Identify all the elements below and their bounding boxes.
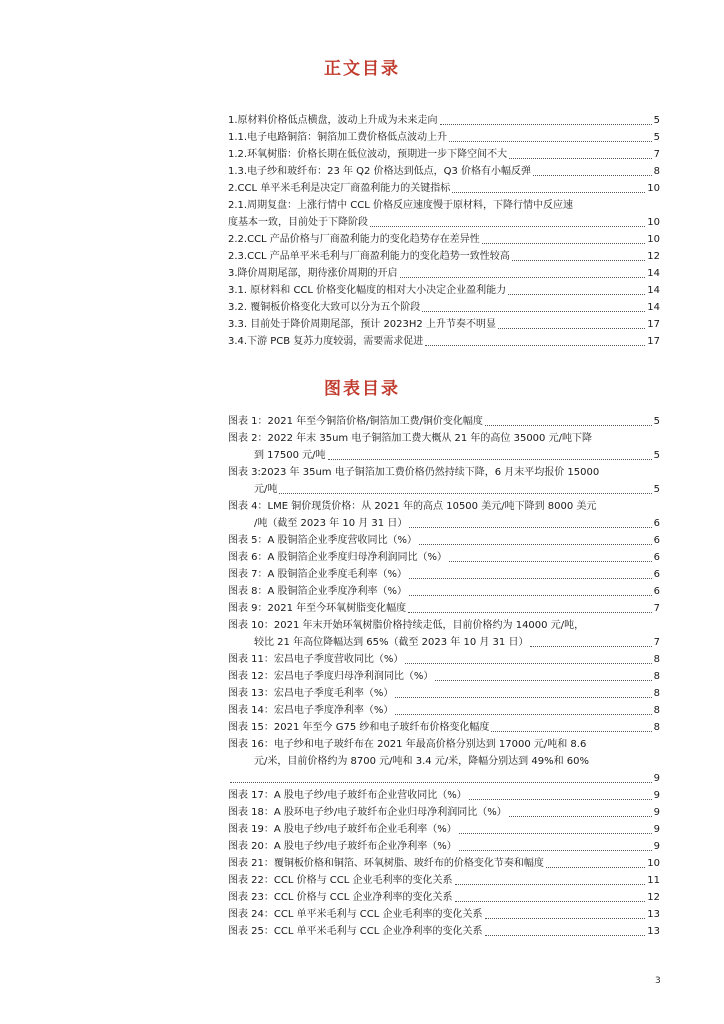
figure-entry-text: 图表 6：A 股铜箔企业季度归母净利润同比（%） (228, 552, 448, 563)
figure-entry[interactable] (228, 821, 660, 838)
figure-entry-text: /吨（截至 2023 年 10 月 31 日） (254, 518, 408, 529)
figure-entry-text: 图表 24：CCL 单平米毛利与 CCL 企业毛利率的变化关系 (228, 909, 483, 920)
toc-entry-page: 10 (647, 183, 660, 194)
toc-entry[interactable] (228, 231, 660, 248)
figure-entry[interactable] (228, 753, 660, 770)
toc-entry[interactable] (228, 146, 660, 163)
dot-leader (409, 566, 652, 579)
figure-entry-text: 图表 7：A 股铜箔企业季度毛利率（%） (228, 569, 408, 580)
dot-leader (508, 282, 645, 295)
figure-entry-text: 图表 2：2022 年末 35um 电子铜箔加工费大概从 21 年的高位 35000 元/吨下降 (228, 433, 592, 444)
figure-entry[interactable] (228, 787, 660, 804)
figure-entry[interactable] (228, 430, 660, 447)
figure-entry-page: 9 (653, 790, 660, 801)
figure-entry-page: 6 (653, 535, 660, 546)
dot-leader (498, 316, 645, 329)
toc-entry-page: 17 (647, 319, 660, 330)
figure-entry-page: 7 (653, 603, 660, 614)
figure-entry-text: 图表 20：A 股电子纱/电子玻纤布企业净利率（%） (228, 841, 457, 852)
toc-entry-page: 12 (647, 251, 660, 262)
figure-entry-text: 图表 14：宏昌电子季度净利率（%） (228, 705, 394, 716)
figure-entry[interactable] (228, 923, 660, 940)
toc-entry[interactable] (228, 282, 660, 299)
figure-entry-page: 13 (647, 909, 660, 920)
toc-entry-page: 10 (647, 217, 660, 228)
dot-leader (533, 163, 652, 176)
toc-entry[interactable] (228, 299, 660, 316)
toc-entry-text: 1.1.电子电路铜箔：铜箔加工费价格低点波动上升 (228, 132, 448, 143)
figure-entry[interactable] (228, 668, 660, 685)
dot-leader (409, 515, 651, 528)
toc-entry-page: 5 (653, 115, 660, 126)
figure-entry-text: 图表 1：2021 年至今铜箔价格/铜箔加工费/铜价变化幅度 (228, 416, 483, 427)
figure-toc-list (228, 413, 660, 940)
toc-entry-page: 17 (647, 336, 660, 347)
dot-leader (485, 413, 652, 426)
dot-leader (395, 685, 651, 698)
toc-entry[interactable] (228, 248, 660, 265)
toc-entry[interactable] (228, 333, 660, 350)
dot-leader (546, 855, 645, 868)
dot-leader (452, 180, 645, 193)
dot-leader (509, 804, 652, 817)
figure-entry-page: 12 (647, 892, 660, 903)
dot-leader (485, 906, 646, 919)
figure-entry[interactable] (228, 685, 660, 702)
toc-entry-text: 3.3. 目前处于降价周期尾部，预计 2023H2 上升节奏不明显 (228, 319, 496, 330)
figure-entry[interactable] (228, 736, 660, 753)
dot-leader (230, 770, 652, 783)
figure-entry-page: 8 (653, 688, 660, 699)
figure-entry-text: 图表 23：CCL 价格与 CCL 企业净利率的变化关系 (228, 892, 453, 903)
figure-entry-page: 9 (653, 773, 660, 784)
toc-entry-text: 1.3.电子纱和玻纤布：23 年 Q2 价格达到低点，Q3 价格有小幅反弹 (228, 166, 531, 177)
toc-entry-page: 10 (647, 234, 660, 245)
figure-entry-text: 图表 12：宏昌电子季度归母净利润同比（%） (228, 671, 434, 682)
dot-leader (469, 787, 652, 800)
figure-toc-heading: 图表目录 (324, 379, 400, 399)
dot-leader (459, 838, 652, 851)
figure-entry[interactable] (228, 532, 660, 549)
dot-leader (409, 583, 652, 596)
toc-entry-text: 3.1. 原材料和 CCL 价格变化幅度的相对大小决定企业盈利能力 (228, 285, 507, 296)
dot-leader (530, 634, 651, 647)
figure-entry-text: 到 17500 元/吨 (254, 450, 326, 461)
figure-entry[interactable] (228, 549, 660, 566)
toc-entry[interactable] (228, 163, 660, 180)
toc-entry[interactable] (228, 316, 660, 333)
figure-entry-page: 5 (653, 450, 660, 461)
toc-entry-text: 2.2.CCL 产品价格与厂商盈利能力的变化趋势存在差异性 (228, 234, 480, 245)
figure-entry[interactable] (228, 481, 660, 498)
figure-entry-page: 7 (653, 637, 660, 648)
figure-entry[interactable] (228, 464, 660, 481)
toc-entry-page: 14 (647, 302, 660, 313)
toc-entry-text: 1.原材料价格低点横盘，波动上升成为未来走向 (228, 115, 438, 126)
figure-entry[interactable] (228, 515, 660, 532)
figure-entry-page: 8 (653, 654, 660, 665)
figure-entry[interactable] (228, 702, 660, 719)
dot-leader (491, 719, 651, 732)
toc-entry-page: 14 (647, 285, 660, 296)
toc-entry[interactable] (228, 112, 660, 129)
dot-leader (512, 248, 645, 261)
toc-entry[interactable] (228, 180, 660, 197)
figure-entry[interactable] (228, 413, 660, 430)
toc-entry-text: 3.2. 覆铜板价格变化大致可以分为五个阶段 (228, 302, 421, 313)
figure-entry-text: 图表 21：覆铜板价格和铜箔、环氧树脂、玻纤布的价格变化节奏和幅度 (228, 858, 544, 869)
figure-entry-page: 10 (647, 858, 660, 869)
toc-entry-text: 2.1.周期复盘：上涨行情中 CCL 价格反应速度慢于原材料，下降行情中反应速 (228, 200, 573, 211)
figure-entry-page: 5 (653, 416, 660, 427)
figure-entry-text: 图表 15：2021 年至今 G75 纱和电子玻纤布价格变化幅度 (228, 722, 490, 733)
dot-leader (405, 651, 651, 664)
toc-entry-page: 14 (647, 268, 660, 279)
figure-entry-page: 13 (647, 926, 660, 937)
dot-leader (509, 146, 652, 159)
dot-leader (425, 333, 645, 346)
figure-entry-text: 图表 4：LME 铜价现货价格：从 2021 年的高点 10500 美元/吨下降到 8000 美元 (228, 501, 597, 512)
figure-entry-page: 6 (653, 586, 660, 597)
toc-entry-text: 1.2.环氧树脂：价格长期在低位波动，预期进一步下降空间不大 (228, 149, 508, 160)
toc-entry-text: 2.3.CCL 产品单平米毛利与厂商盈利能力的变化趋势一致性较高 (228, 251, 510, 262)
toc-entry[interactable] (228, 214, 660, 231)
dot-leader (455, 872, 646, 885)
figure-entry[interactable] (228, 617, 660, 634)
figure-entry[interactable] (228, 634, 660, 651)
dot-leader (482, 231, 645, 244)
figure-entry-page: 9 (653, 824, 660, 835)
figure-entry-text: 图表 8：A 股铜箔企业季度净利率（%） (228, 586, 408, 597)
figure-entry-text: 图表 16：电子纱和电子玻纤布在 2021 年最高价格分别达到 17000 元/吨和 8.6 (228, 739, 587, 750)
figure-entry-text: 图表 5：A 股铜箔企业季度营收同比（%） (228, 535, 418, 546)
dot-leader (449, 549, 652, 562)
figure-entry-page: 6 (653, 552, 660, 563)
dot-leader (459, 821, 652, 834)
figure-entry-page: 9 (653, 841, 660, 852)
toc-entry-text: 2.CCL 单平米毛利是决定厂商盈利能力的关键指标 (228, 183, 451, 194)
toc-entry-page: 7 (653, 149, 660, 160)
figure-entry[interactable] (228, 498, 660, 515)
toc-entry[interactable] (228, 129, 660, 146)
dot-leader (440, 112, 652, 125)
figure-entry[interactable] (228, 566, 660, 583)
dot-leader (408, 600, 651, 613)
text-toc-heading: 正文目录 (324, 59, 400, 79)
figure-entry-text: 图表 13：宏昌电子季度毛利率（%） (228, 688, 394, 699)
text-toc-list (228, 112, 660, 350)
figure-entry-text: 元/米，目前价格约为 8700 元/吨和 3.4 元/米，降幅分别达到 49%和 60% (254, 756, 589, 767)
figure-entry-text: 图表 9：2021 年至今环氧树脂变化幅度 (228, 603, 407, 614)
toc-entry-page: 5 (653, 132, 660, 143)
figure-entry-page: 8 (653, 705, 660, 716)
page-number: 3 (655, 976, 661, 986)
figure-entry-text: 图表 17：A 股电子纱/电子玻纤布企业营收同比（%） (228, 790, 467, 801)
toc-entry-text: 3.降价周期尾部，期待涨价周期的开启 (228, 268, 398, 279)
figure-entry-page: 5 (653, 484, 660, 495)
figure-entry[interactable] (228, 651, 660, 668)
figure-entry[interactable] (228, 889, 660, 906)
dot-leader (400, 265, 646, 278)
figure-entry[interactable] (228, 804, 660, 821)
figure-entry-page: 8 (653, 671, 660, 682)
dot-leader (485, 923, 646, 936)
dot-leader (395, 702, 651, 715)
dot-leader (370, 214, 645, 227)
figure-entry-page: 6 (653, 569, 660, 580)
figure-entry-text: 图表 3:2023 年 35um 电子铜箔加工费价格仍然持续下降，6 月末平均报价 15000 (228, 467, 600, 478)
figure-entry-text: 图表 10：2021 年末开始环氧树脂价格持续走低，目前价格约为 14000 元/吨， (228, 620, 585, 631)
figure-entry[interactable] (228, 770, 660, 787)
figure-entry[interactable] (228, 872, 660, 889)
dot-leader (449, 129, 652, 142)
figure-entry-page: 11 (647, 875, 660, 886)
dot-leader (419, 532, 652, 545)
figure-entry[interactable] (228, 855, 660, 872)
toc-entry-text: 3.4.下游 PCB 复苏力度较弱，需要需求促进 (228, 336, 424, 347)
figure-entry[interactable] (228, 600, 660, 617)
dot-leader (455, 889, 646, 902)
figure-entry-text: 较比 21 年高位降幅达到 65%（截至 2023 年 10 月 31 日） (254, 637, 529, 648)
figure-entry[interactable] (228, 719, 660, 736)
figure-entry[interactable] (228, 906, 660, 923)
dot-leader (435, 668, 651, 681)
toc-entry-page: 8 (653, 166, 660, 177)
figure-entry[interactable] (228, 838, 660, 855)
figure-entry-text: 图表 22：CCL 价格与 CCL 企业毛利率的变化关系 (228, 875, 453, 886)
figure-entry-text: 图表 11：宏昌电子季度营收同比（%） (228, 654, 404, 665)
dot-leader (279, 481, 651, 494)
dot-leader (422, 299, 645, 312)
toc-entry[interactable] (228, 265, 660, 282)
figure-entry-text: 图表 19：A 股电子纱/电子玻纤布企业毛利率（%） (228, 824, 457, 835)
toc-entry-text: 度基本一致，目前处于下降阶段 (228, 217, 368, 228)
figure-entry-text: 图表 25：CCL 单平米毛利与 CCL 企业净利率的变化关系 (228, 926, 483, 937)
figure-entry[interactable] (228, 447, 660, 464)
figure-entry-page: 9 (653, 807, 660, 818)
toc-entry[interactable] (228, 197, 660, 214)
figure-entry-page: 6 (653, 518, 660, 529)
figure-entry-text: 图表 18：A 股环电子纱/电子玻纤布企业归母净利润同比（%） (228, 807, 507, 818)
figure-entry[interactable] (228, 583, 660, 600)
dot-leader (328, 447, 652, 460)
figure-entry-text: 元/吨 (254, 484, 278, 495)
figure-entry-page: 8 (653, 722, 660, 733)
